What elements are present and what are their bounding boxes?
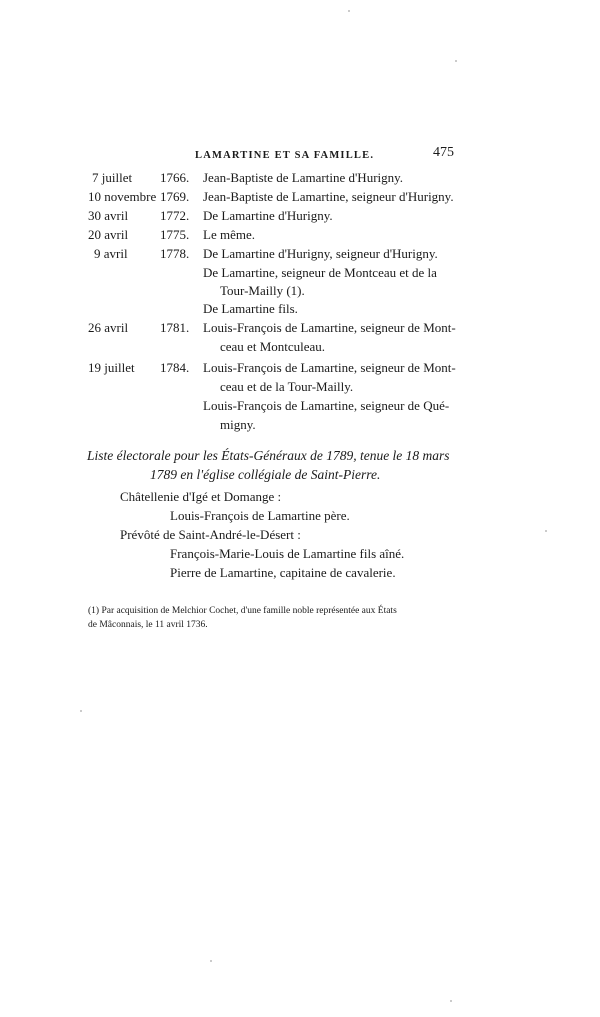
running-title: LAMARTINE ET SA FAMILLE. (195, 150, 375, 161)
entry-year: 1769. (160, 189, 190, 204)
entry-text: De Lamartine, seigneur de Montceau et de la (203, 265, 437, 280)
entry-year: 1775. (160, 227, 190, 242)
entry-text: Louis-François de Lamartine, seigneur de Mont- (203, 320, 456, 335)
footnote: de Mâconnais, le 11 avril 1736. (88, 620, 208, 630)
entry-date: 30 avril (88, 208, 129, 223)
page-number: 475 (433, 145, 454, 160)
entry-text: Louis-François de Lamartine, seigneur de Qué- (203, 398, 450, 413)
entry-text: Louis-François de Lamartine, seigneur de Mont- (203, 360, 456, 375)
list-item: Pierre de Lamartine, capitaine de cavalerie. (170, 565, 396, 580)
subsection-heading: Châtellenie d'Igé et Domange : (120, 489, 282, 504)
entry-text: ceau et Montculeau. (220, 339, 326, 354)
entry-year: 1778. (160, 246, 190, 261)
entry-text: ceau et de la Tour-Mailly. (220, 379, 354, 394)
paper-speck (455, 60, 457, 62)
subsection-heading: Prévôté de Saint-André-le-Désert : (120, 527, 301, 542)
entry-date: 20 avril (88, 227, 129, 242)
list-item: François-Marie-Louis de Lamartine fils aîné. (170, 546, 405, 561)
entry-text: De Lamartine fils. (203, 301, 298, 316)
entry-text: Le même. (203, 227, 255, 242)
entry-year: 1784. (160, 360, 190, 375)
entry-text: De Lamartine d'Hurigny, seigneur d'Hurigny. (203, 246, 438, 261)
entry-text: Jean-Baptiste de Lamartine, seigneur d'Hurigny. (203, 189, 454, 204)
entry-year: 1772. (160, 208, 190, 223)
entry-year: 1781. (160, 320, 190, 335)
entry-date: 26 avril (88, 320, 129, 335)
paper-speck (348, 10, 350, 12)
entry-date: 10 novembre (88, 189, 157, 204)
section-heading: Liste électorale pour les États-Généraux de 1789, tenue le 18 mars (87, 448, 450, 463)
entry-text: De Lamartine d'Hurigny. (203, 208, 333, 223)
paper-speck (210, 960, 212, 962)
footnote: (1) Par acquisition de Melchior Cochet, d'une famille noble représentée aux États (88, 606, 397, 616)
section-heading: 1789 en l'église collégiale de Saint-Pierre. (150, 467, 381, 482)
entry-date: 19 juillet (88, 360, 135, 375)
entry-date: 7 juillet (92, 170, 133, 185)
list-item: Louis-François de Lamartine père. (170, 508, 350, 523)
paper-speck (545, 530, 547, 532)
entry-text: Jean-Baptiste de Lamartine d'Hurigny. (203, 170, 404, 185)
entry-text: migny. (220, 417, 256, 432)
entry-year: 1766. (160, 170, 190, 185)
entry-text: Tour-Mailly (1). (220, 283, 305, 298)
paper-speck (80, 710, 82, 712)
entry-date: 9 avril (94, 246, 128, 261)
paper-speck (450, 1000, 452, 1002)
